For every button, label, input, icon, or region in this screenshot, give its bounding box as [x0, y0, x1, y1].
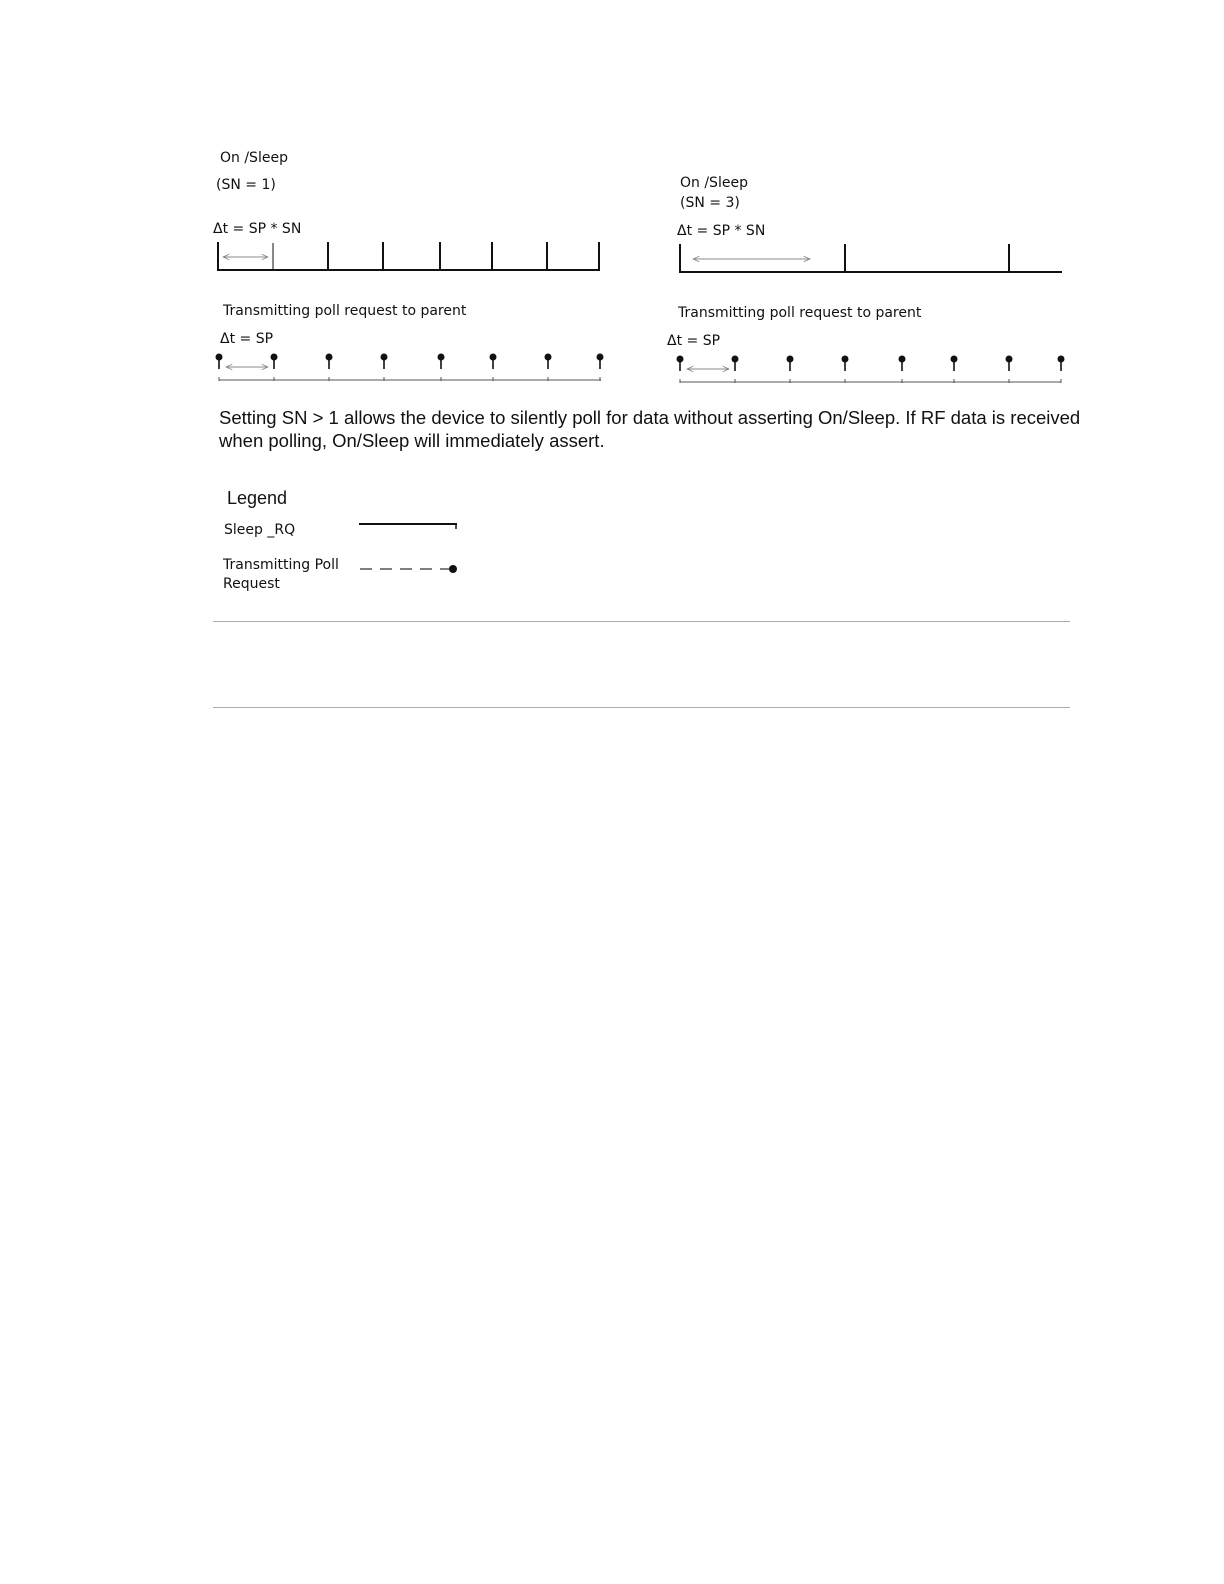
- right-poll-title: Transmitting poll request to parent: [678, 305, 922, 321]
- legend-title: Legend: [227, 488, 288, 508]
- left-delta-sp-label: Δt = SP: [220, 331, 274, 347]
- left-sleep-timeline: [218, 242, 600, 271]
- right-delta-sn-label: Δt = SP * SN: [677, 223, 766, 239]
- explanation-note: Setting SN > 1 allows the device to silently poll for data without asserting On/Sleep. If RF data is received when polling, On/Sleep will immediately assert.: [219, 407, 1081, 451]
- legend-sleep-rq-symbol: [359, 523, 457, 529]
- right-poll-timeline: [677, 356, 1065, 384]
- left-sn-label: (SN = 1): [216, 177, 276, 193]
- legend-poll-label-line2: Request: [223, 576, 280, 592]
- right-delta-sp-label: Δt = SP: [667, 333, 721, 349]
- left-poll-title: Transmitting poll request to parent: [223, 303, 467, 319]
- divider-top: [213, 621, 1070, 622]
- legend-poll-symbol: [360, 565, 457, 573]
- left-poll-timeline: [216, 354, 604, 382]
- legend-sleep-rq-label: Sleep _RQ: [224, 522, 296, 538]
- right-sn-label: (SN = 3): [680, 195, 740, 211]
- right-on-sleep-label: On /Sleep: [680, 175, 748, 191]
- left-on-sleep-label: On /Sleep: [220, 150, 288, 166]
- left-delta-sn-label: Δt = SP * SN: [213, 221, 302, 237]
- divider-bottom: [213, 707, 1070, 708]
- legend-poll-label-line1: Transmitting Poll: [223, 557, 339, 573]
